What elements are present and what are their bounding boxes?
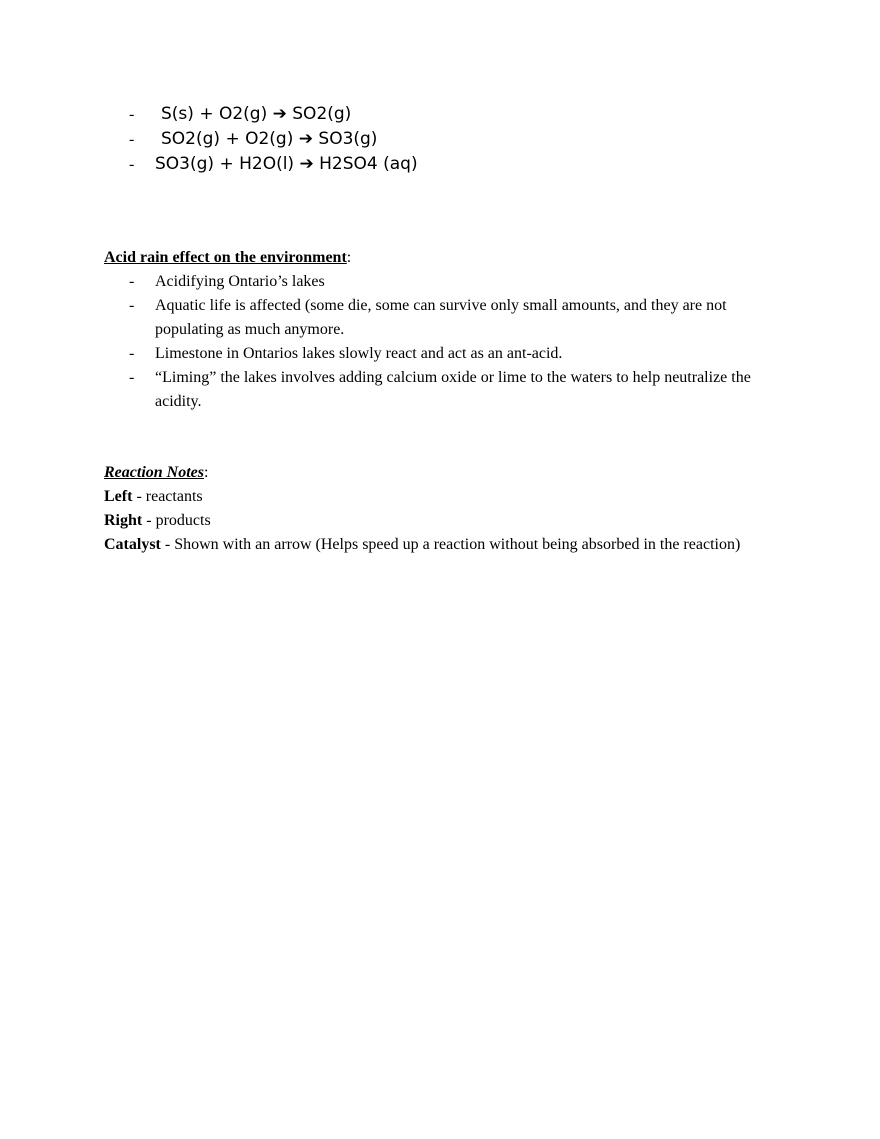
bullet-dash: - [129, 156, 135, 173]
section-heading [104, 246, 794, 270]
list-item [104, 294, 794, 342]
acid-rain-section [104, 246, 794, 414]
acid-rain-heading: Acid rain effect on the environment [104, 249, 347, 266]
note-definition: - products [142, 512, 211, 529]
note-catalyst [104, 533, 744, 557]
reaction-notes-section [104, 461, 744, 557]
note-right [104, 509, 744, 533]
reaction-notes-heading: Reaction Notes [104, 464, 204, 481]
bullet-dash: - [129, 106, 135, 123]
list-item [104, 366, 794, 414]
equation-text: SO3(g) + H2O(l) ➔ H2SO4 (aq) [155, 154, 418, 174]
note-term: Catalyst [104, 536, 161, 553]
bullet-dash: - [129, 131, 135, 148]
list-item [104, 270, 794, 294]
heading-colon: : [346, 249, 352, 266]
bullet-dash: - [129, 297, 135, 314]
note-definition: - reactants [132, 488, 203, 505]
note-term: Right [104, 512, 143, 529]
heading-colon: : [204, 464, 209, 481]
equation-text: SO2(g) + O2(g) ➔ SO3(g) [161, 129, 378, 149]
list-item-text: Aquatic life is affected (some die, some can survive only small amounts, and they are not populating as much anymore. [155, 297, 727, 338]
equation-text: S(s) + O2(g) ➔ SO2(g) [161, 104, 352, 124]
list-item-text: Limestone in Ontarios lakes slowly react and act as an ant-acid. [155, 345, 563, 362]
bullet-dash: - [129, 369, 135, 386]
bullet-dash: - [129, 273, 135, 290]
bullet-dash: - [129, 345, 135, 362]
note-term: Left [104, 488, 133, 505]
acid-rain-effects-list [104, 270, 794, 414]
list-item [104, 342, 794, 366]
note-definition: - Shown with an arrow (Helps speed up a reaction without being absorbed in the reaction) [160, 536, 741, 553]
note-left [104, 485, 744, 509]
section-heading [104, 461, 744, 485]
list-item-text: “Liming” the lakes involves adding calcium oxide or lime to the waters to help neutralize the acidity. [155, 369, 751, 410]
list-item-text: Acidifying Ontario’s lakes [155, 273, 325, 290]
